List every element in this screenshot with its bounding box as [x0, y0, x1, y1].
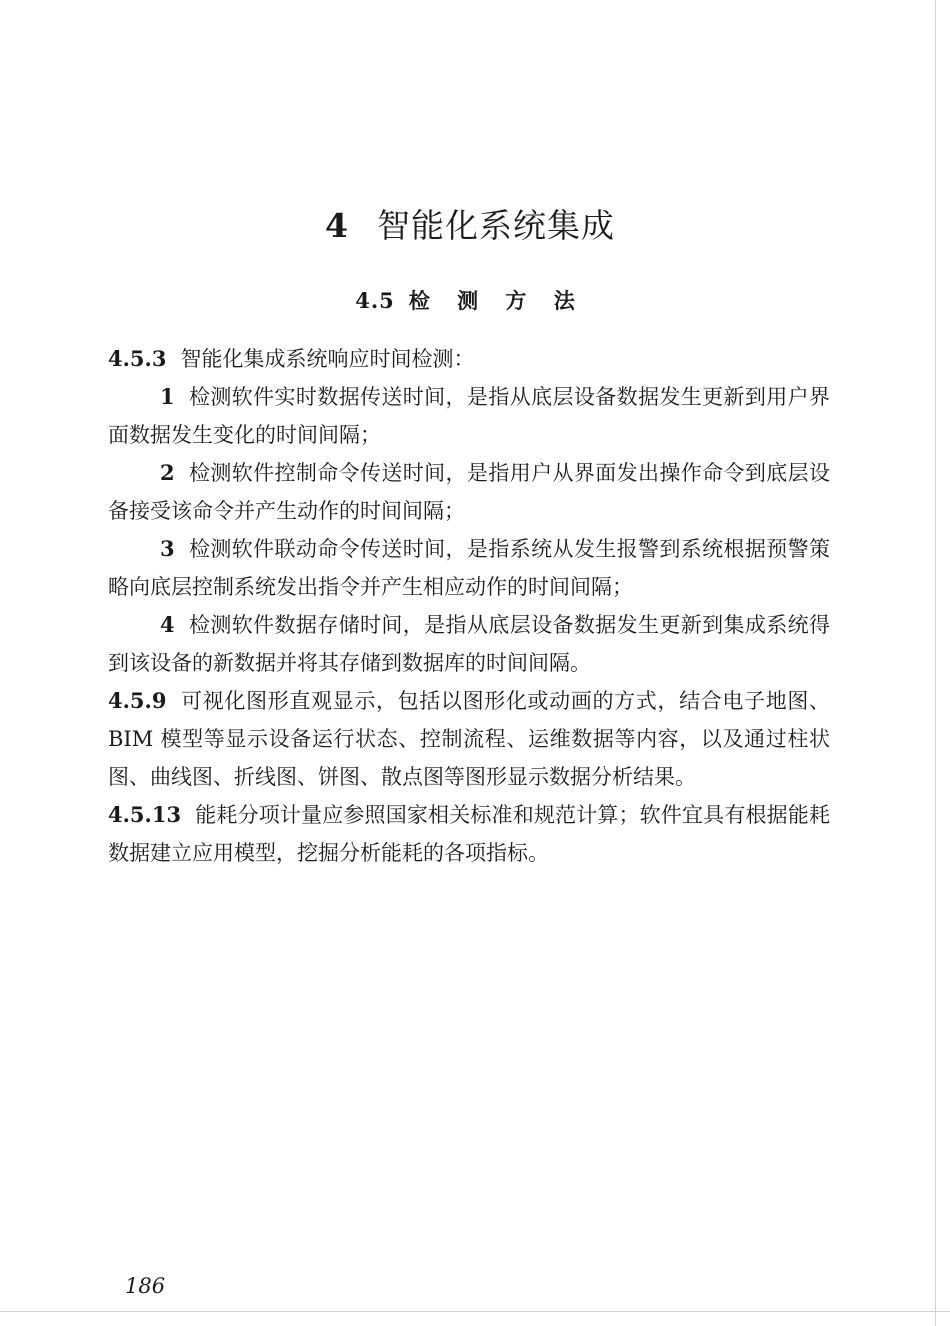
clause-number: 4.5.3: [108, 346, 167, 371]
item-text: 检测软件数据存储时间，是指从底层设备数据发生更新到集成系统得到该设备的新数据并将其存储到数据库的时间间隔。: [108, 613, 830, 675]
clause-text: 可视化图形直观显示，包括以图形化或动画的方式，结合电子地图、BIM 模型等显示设备运行状态、控制流程、运维数据等内容，以及通过柱状图、曲线图、折线图、饼图、散点图等图形显示数据分析结果。: [108, 689, 830, 789]
item-number: 1: [160, 384, 175, 409]
item-text: 检测软件控制命令传送时间，是指用户从界面发出操作命令到底层设备接受该命令并产生动作的时间间隔；: [108, 461, 830, 523]
section-title-text: 检 测 方 法: [408, 288, 585, 313]
item-number: 3: [160, 536, 175, 561]
section-number: 4.5: [355, 288, 395, 313]
item-number: 2: [160, 460, 175, 485]
clause-4-5-13: [108, 796, 830, 872]
list-item: [108, 530, 830, 606]
section-title: [0, 285, 940, 315]
item-number: 4: [160, 612, 175, 637]
page-edge-right: [935, 0, 936, 1326]
clause-number: 4.5.13: [108, 802, 182, 827]
clause-number: 4.5.9: [108, 688, 167, 713]
clause-4-5-3: [108, 340, 830, 378]
list-item: [108, 454, 830, 530]
clause-text: 智能化集成系统响应时间检测：: [180, 347, 475, 371]
clause-4-5-9: [108, 682, 830, 796]
chapter-title-text: 智能化系统集成: [376, 206, 615, 245]
clause-text: 能耗分项计量应参照国家相关标准和规范计算；软件宜具有根据能耗数据建立应用模型，挖掘分析能耗的各项指标。: [108, 803, 830, 865]
item-text: 检测软件实时数据传送时间，是指从底层设备数据发生更新到用户界面数据发生变化的时间间隔；: [108, 385, 830, 447]
list-item: [108, 378, 830, 454]
item-text: 检测软件联动命令传送时间，是指系统从发生报警到系统根据预警策略向底层控制系统发出指令并产生相应动作的时间间隔；: [108, 537, 830, 599]
list-item: [108, 606, 830, 682]
chapter-title: [0, 200, 940, 247]
page-number: 186: [125, 1274, 166, 1298]
chapter-number: 4: [325, 206, 349, 245]
body-text: [108, 340, 830, 872]
page-edge-bottom: [0, 1311, 950, 1312]
